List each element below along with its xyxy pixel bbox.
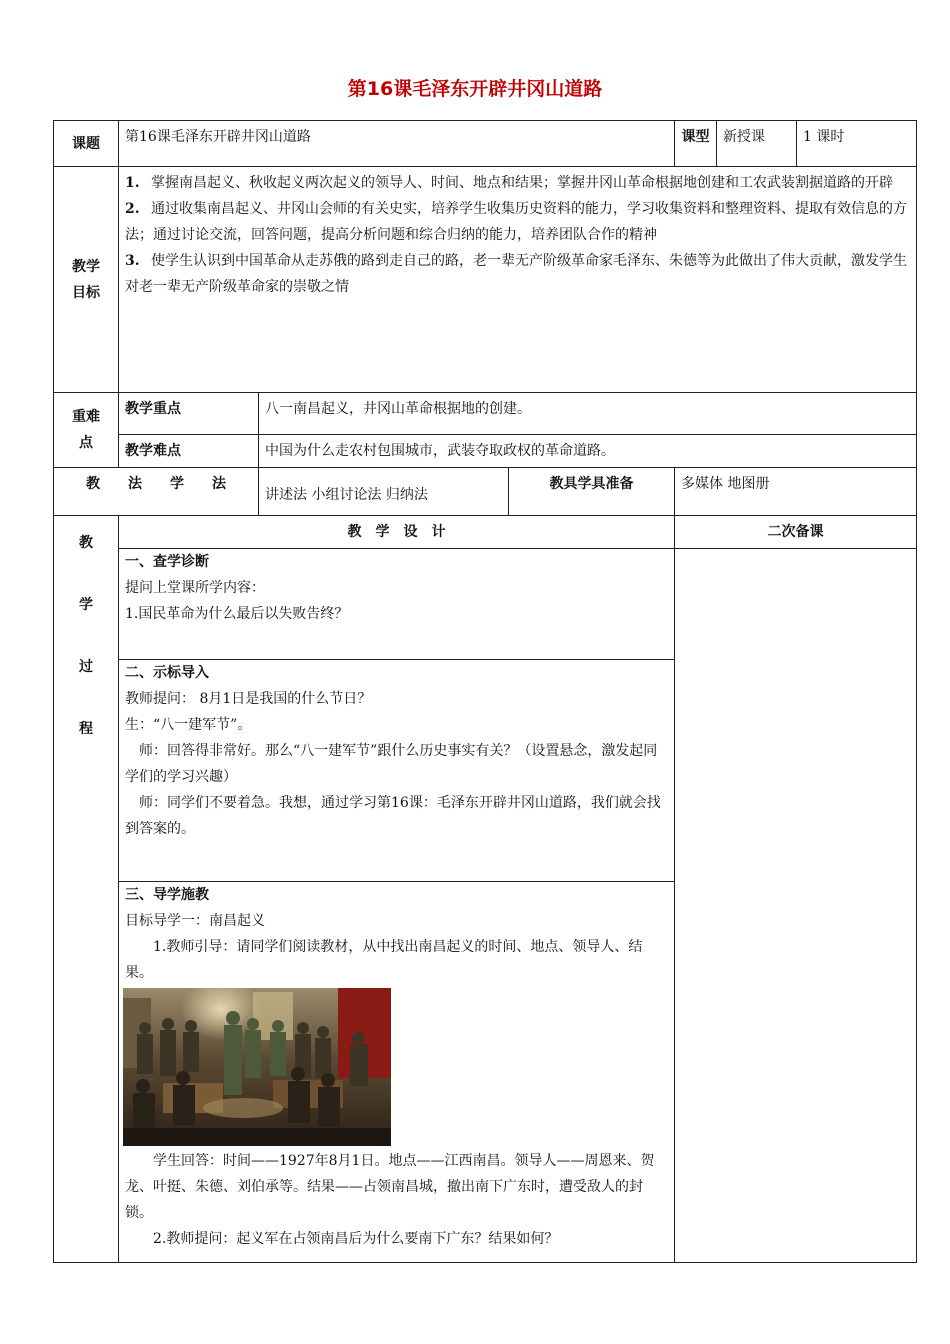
focus-value: 八一南昌起义，井冈山革命根据地的创建。 <box>259 393 917 435</box>
lesson-plan-table <box>53 120 917 1263</box>
focus-label: 教学重点 <box>119 393 259 435</box>
objectives-list <box>119 167 917 393</box>
second-prep-content <box>675 549 917 1263</box>
objective-item: 2. 通过收集南昌起义、井冈山会师的有关史实，培养学生收集历史资料的能力，学习收集资料和整理资料、提取有效信息的方法；通过讨论交流，回答问题，提高分析问题和综合归纳的能力，培养团队合作的精神 <box>125 201 907 243</box>
page-title: 第16课毛泽东开辟井冈山道路 <box>347 78 603 100</box>
methods-value: 讲述法 小组讨论法 归纳法 <box>259 468 509 516</box>
objectives-label: 教学 目标 <box>54 167 119 393</box>
topic-value: 第16课毛泽东开辟井冈山道路 <box>119 121 675 167</box>
lesson-type-value: 新授课 <box>717 121 797 167</box>
section-introduction: 二、示标导入 教师提问： 8月1日是我国的什么节日？ 生：“八一建军节”。 师：回答得非常好。那么“八一建军节”跟什么历史事实有关？（设置悬念，激发起同学们的学习兴趣） 师：同学们不要着急。我想，通过学习第16课：毛泽东开辟井冈山道路，我们就会找到答案的。 <box>119 660 674 882</box>
design-content <box>119 549 675 1263</box>
tools-label: 教具学具准备 <box>509 468 675 516</box>
difficulty-label: 教学难点 <box>119 435 259 468</box>
design-header: 教 学 设 计 <box>119 516 675 549</box>
section-diagnosis: 一、查学诊断 提问上堂课所学内容： 1.国民革命为什么最后以失败告终？ <box>119 549 674 660</box>
key-points-label: 重难 点 <box>54 393 119 468</box>
tools-value: 多媒体 地图册 <box>675 468 917 516</box>
methods-label: 教 法 学 法 <box>54 468 259 516</box>
section-teaching: 三、导学施教 目标导学一：南昌起义 1.教师引导：请同学们阅读教材，从中找出南昌起义的时间、地点、领导人、结果。 学生回答：时间——1927年8月1日。地点——江西南昌。领导人——周恩来、贺龙、叶挺、朱德、刘伯承等。结果——占领南昌城，撤出南下广东时，遭受敌人的封锁。 2.教师提问：起义军在占领南昌后为什么要南下广东？结果如何？ <box>125 887 655 1247</box>
difficulty-value: 中国为什么走农村包围城市，武装夺取政权的革命道路。 <box>259 435 917 468</box>
objective-item: 3. 使学生认识到中国革命从走苏俄的路到走自己的路，老一辈无产阶级革命家毛泽东、朱德等为此做出了伟大贡献，激发学生对老一辈无产阶级革命家的崇敬之情 <box>125 253 907 295</box>
objective-item: 1. 掌握南昌起义、秋收起义两次起义的领导人、时间、地点和结果；掌握井冈山革命根据地创建和工农武装割据道路的开辟 <box>125 175 893 191</box>
second-prep-header: 二次备课 <box>675 516 917 549</box>
lesson-hours: 1 课时 <box>797 121 917 167</box>
nanchang-uprising-painting <box>123 988 391 1146</box>
process-label: 教 学 过 程 <box>54 516 119 1263</box>
topic-label: 课题 <box>54 121 119 167</box>
lesson-type-label: 课型 <box>675 121 717 167</box>
